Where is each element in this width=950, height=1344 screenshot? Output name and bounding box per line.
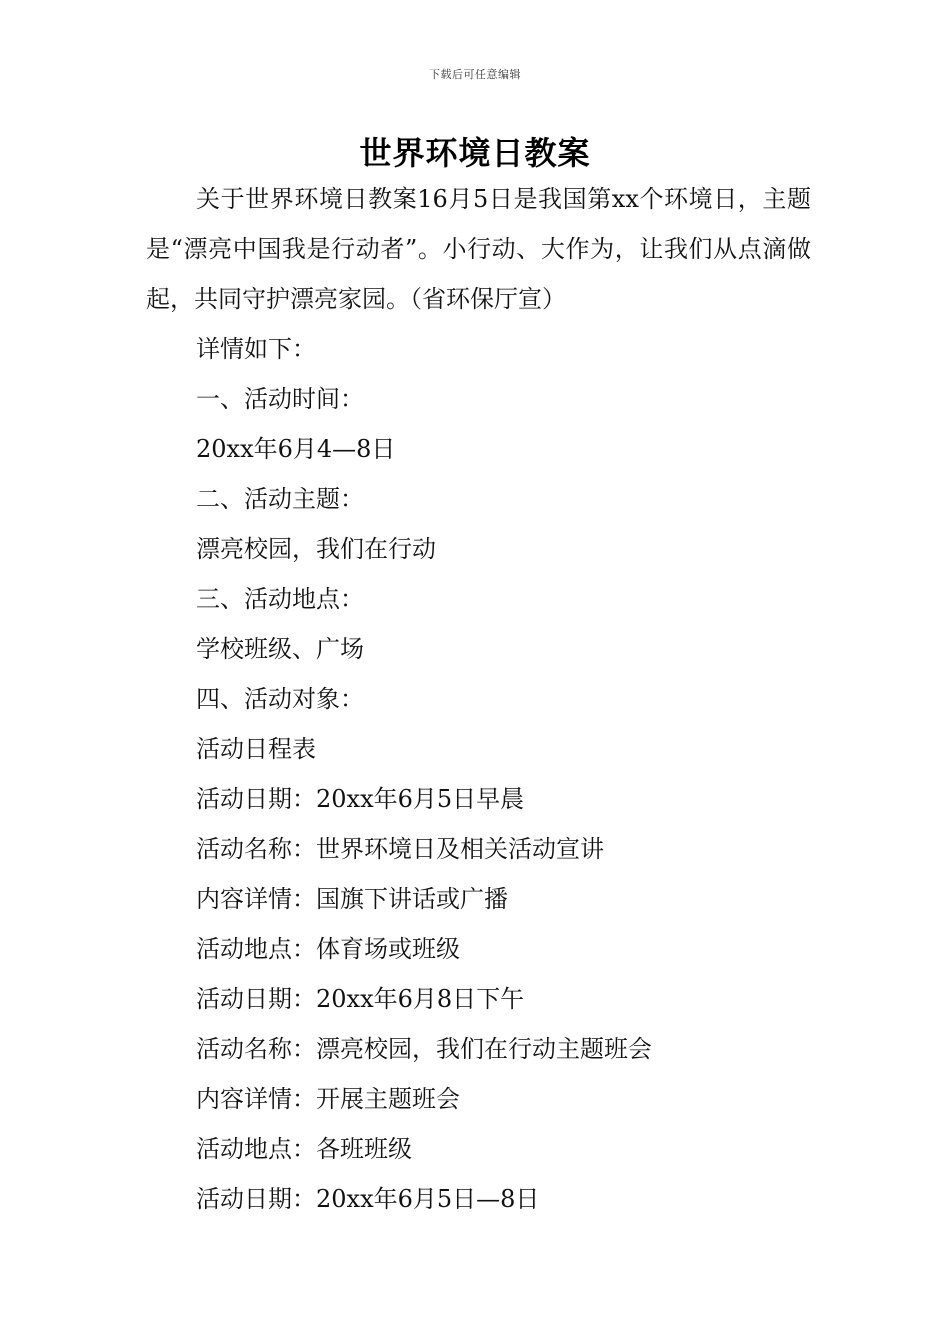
body-line: 活动名称：世界环境日及相关活动宣讲: [196, 835, 604, 863]
body-line: 一、活动时间：: [196, 385, 364, 413]
body-line: 学校班级、广场: [196, 635, 364, 663]
body-line: 内容详情：国旗下讲话或广播: [196, 885, 508, 913]
body-line: 内容详情：开展主题班会: [196, 1085, 460, 1113]
document-title: 世界环境日教案: [359, 134, 591, 172]
body-line: 20xx年6月4—8日: [196, 435, 396, 463]
body-line: 二、活动主题：: [196, 485, 364, 513]
body-line: 活动日程表: [196, 735, 316, 763]
document-body: [146, 174, 811, 1224]
body-line: 四、活动对象：: [196, 685, 364, 713]
body-line: 活动日期：20xx年6月5日早晨: [196, 785, 525, 813]
body-line: 活动名称：漂亮校园，我们在行动主题班会: [196, 1035, 652, 1063]
body-line: 三、活动地点：: [196, 585, 364, 613]
body-line: 活动地点：各班班级: [196, 1135, 412, 1163]
body-line: 活动日期：20xx年6月8日下午: [196, 985, 525, 1013]
body-line: 详情如下：: [196, 335, 316, 363]
body-line: 活动日期：20xx年6月5日—8日: [196, 1185, 540, 1213]
header-note: 下载后可任意编辑: [429, 68, 521, 81]
intro-paragraph: 关于世界环境日教案16月5日是我国第xx个环境日，主题是“漂亮中国我是行动者”。小行动、大作为，让我们从点滴做起，共同守护漂亮家园。（省环保厅宣）: [146, 185, 811, 313]
body-line: 活动地点：体育场或班级: [196, 935, 460, 963]
body-line: 漂亮校园，我们在行动: [196, 535, 436, 563]
